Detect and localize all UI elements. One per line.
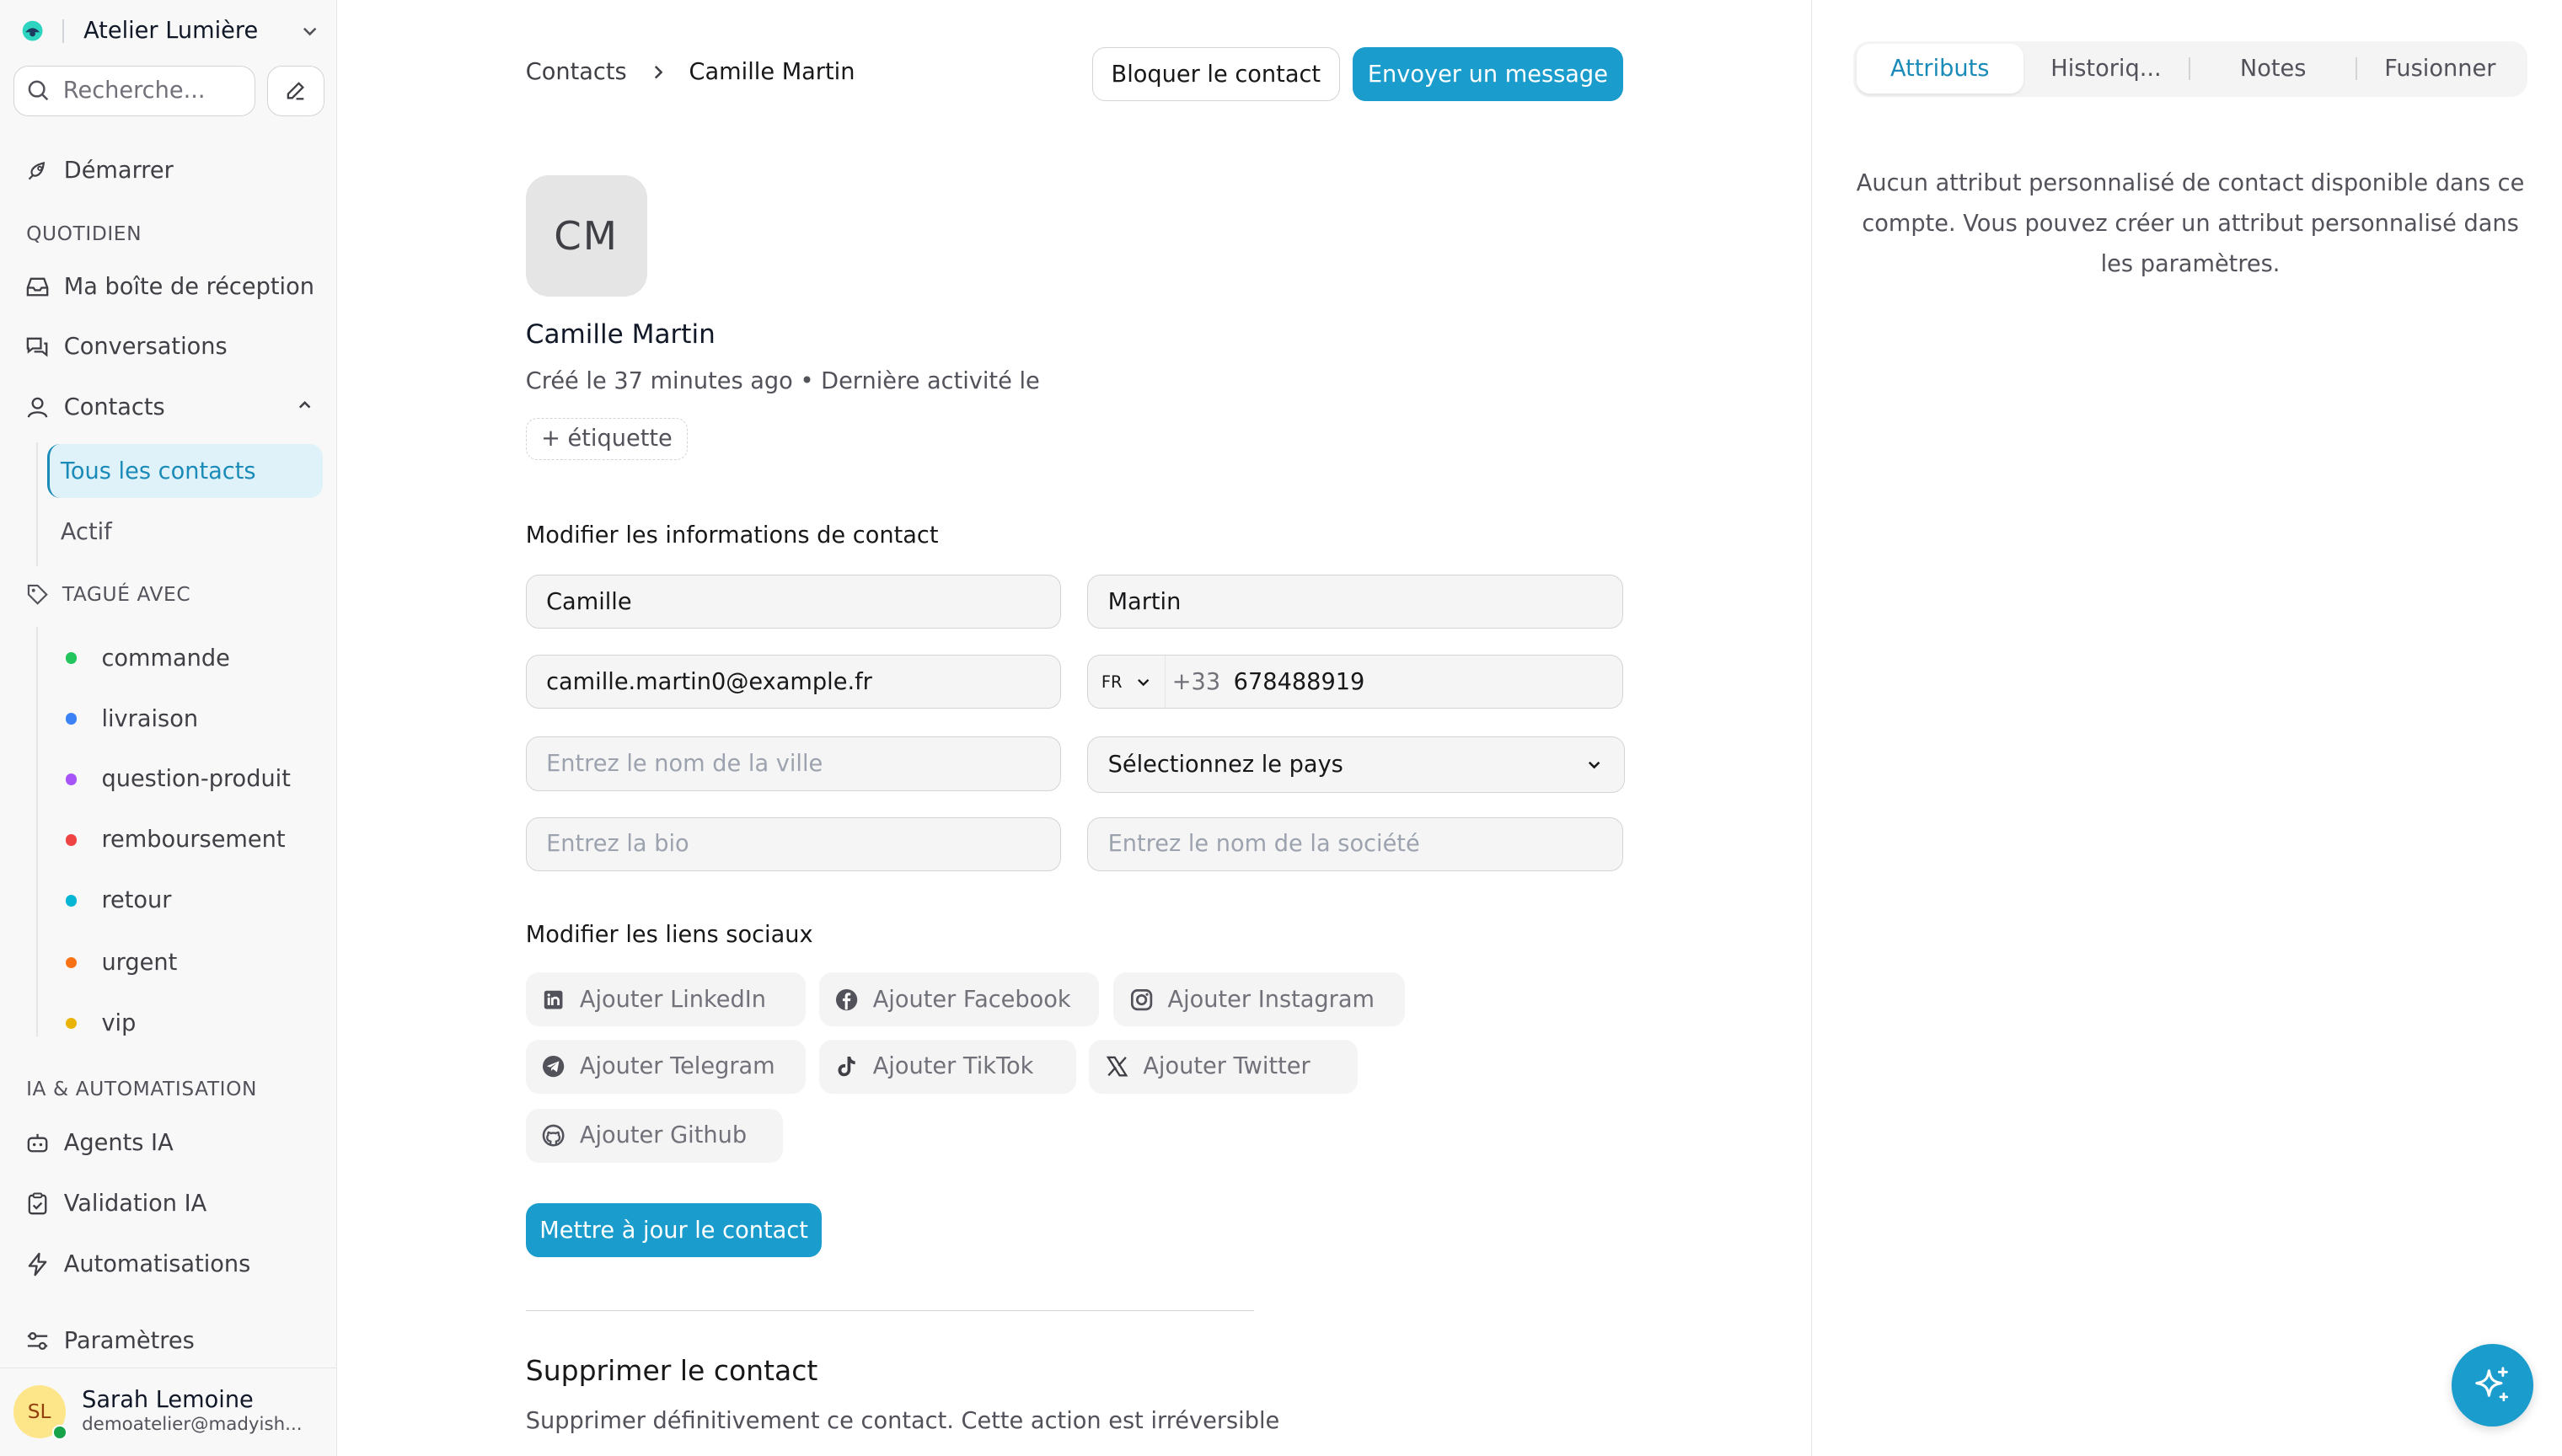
nav-all-contacts[interactable]: Tous les contacts bbox=[60, 458, 256, 485]
nav-contacts[interactable] bbox=[23, 389, 314, 426]
block-contact-button[interactable]: Bloquer le contact bbox=[1092, 47, 1339, 101]
ai-assistant-button[interactable] bbox=[2452, 1344, 2533, 1426]
search-icon bbox=[27, 79, 50, 102]
nav-ai-validation-label: Validation IA bbox=[63, 1190, 207, 1217]
tag-label: commande bbox=[101, 645, 230, 672]
first-name-field[interactable]: Camille bbox=[526, 575, 1061, 629]
tag-label: vip bbox=[101, 1009, 137, 1036]
github-icon bbox=[542, 1124, 565, 1147]
tag-item-livraison[interactable] bbox=[66, 701, 198, 737]
add-tag-button[interactable]: + étiquette bbox=[526, 418, 688, 461]
breadcrumb bbox=[526, 59, 855, 85]
right-panel bbox=[1811, 0, 2561, 1456]
contact-avatar: CM bbox=[526, 175, 647, 297]
tag-dot bbox=[66, 1018, 78, 1030]
tiktok-icon bbox=[835, 1055, 858, 1078]
tag-item-retour[interactable] bbox=[66, 882, 172, 918]
last-name-field[interactable]: Martin bbox=[1087, 575, 1622, 629]
add-instagram-label: Ajouter Instagram bbox=[1167, 986, 1375, 1013]
nav-settings[interactable] bbox=[23, 1323, 195, 1359]
contact-meta: Créé le 37 minutes ago • Dernière activité le bbox=[525, 368, 1040, 395]
nav-ai-validation[interactable] bbox=[23, 1186, 206, 1222]
add-twitter-button[interactable] bbox=[1089, 1040, 1358, 1094]
tag-dot bbox=[66, 834, 78, 846]
avatar bbox=[13, 1385, 66, 1437]
section-tagged-label: TAGUÉ AVEC bbox=[62, 582, 191, 606]
tag-label: remboursement bbox=[101, 827, 286, 854]
instagram-icon bbox=[1130, 988, 1153, 1011]
edit-info-title: Modifier les informations de contact bbox=[525, 522, 939, 549]
chevron-down-icon bbox=[298, 19, 321, 42]
country-select[interactable] bbox=[1087, 736, 1624, 792]
add-twitter-label: Ajouter Twitter bbox=[1143, 1053, 1310, 1080]
chevron-right-icon bbox=[650, 64, 666, 80]
tag-icon bbox=[26, 583, 49, 606]
bio-field[interactable]: Entrez la bio bbox=[526, 817, 1061, 871]
tag-dot bbox=[66, 652, 78, 664]
delete-contact-description: Supprimer définitivement ce contact. Cette action est irréversible bbox=[525, 1408, 1280, 1435]
facebook-icon bbox=[835, 988, 858, 1011]
nav-conversations-label: Conversations bbox=[63, 334, 228, 361]
nav-conversations[interactable] bbox=[23, 329, 227, 366]
linkedin-icon bbox=[542, 988, 565, 1011]
tag-item-urgent[interactable] bbox=[66, 945, 178, 981]
workspace-switcher[interactable] bbox=[19, 13, 321, 50]
email-field[interactable]: camille.martin0@example.fr bbox=[526, 655, 1061, 709]
breadcrumb-current: Camille Martin bbox=[689, 58, 855, 85]
tag-item-commande[interactable] bbox=[66, 640, 230, 677]
tag-item-remboursement[interactable] bbox=[66, 822, 286, 858]
bot-icon bbox=[23, 1128, 52, 1158]
add-linkedin-button[interactable] bbox=[526, 972, 806, 1026]
tag-item-question-produit[interactable] bbox=[66, 762, 291, 798]
phone-number: 678488919 bbox=[1233, 668, 1365, 695]
nav-contacts-label: Contacts bbox=[63, 394, 165, 421]
pencil-icon bbox=[284, 79, 307, 102]
breadcrumb-contacts[interactable]: Contacts bbox=[525, 58, 627, 85]
add-facebook-button[interactable] bbox=[819, 972, 1099, 1026]
main-content bbox=[337, 0, 1811, 1456]
tab-notes[interactable]: Notes bbox=[2239, 56, 2307, 83]
tag-label: livraison bbox=[101, 705, 199, 732]
rocket-icon bbox=[23, 156, 52, 185]
attributes-empty-message: Aucun attribut personnalisé de contact disponible dans ce compte. Vous pouvez créer un attribut personnalisé dans les paramètres. bbox=[1856, 170, 2525, 277]
nav-start[interactable] bbox=[23, 153, 174, 189]
add-telegram-label: Ajouter Telegram bbox=[579, 1053, 775, 1080]
tab-history[interactable]: Historiq... bbox=[2050, 56, 2162, 83]
tag-dot bbox=[66, 713, 78, 725]
nav-active-contacts[interactable]: Actif bbox=[60, 519, 112, 546]
update-contact-button[interactable]: Mettre à jour le contact bbox=[526, 1203, 823, 1257]
nav-automations[interactable] bbox=[23, 1246, 250, 1282]
workspace-logo-icon bbox=[19, 18, 46, 44]
sidebar bbox=[0, 0, 337, 1456]
phone-dial-code: +33 bbox=[1171, 668, 1221, 695]
nav-inbox-label: Ma boîte de réception bbox=[63, 273, 314, 300]
sparkles-icon bbox=[2471, 1364, 2514, 1407]
section-daily: QUOTIDIEN bbox=[26, 222, 142, 246]
tab-attributes[interactable]: Attributs bbox=[1857, 44, 2023, 93]
tag-label: urgent bbox=[101, 950, 178, 977]
compose-button[interactable] bbox=[267, 66, 324, 116]
chevron-up-icon bbox=[295, 394, 314, 420]
city-field[interactable]: Entrez le nom de la ville bbox=[526, 736, 1061, 790]
user-icon bbox=[23, 393, 52, 422]
chevron-down-icon bbox=[1584, 755, 1604, 774]
add-github-label: Ajouter Github bbox=[579, 1122, 748, 1149]
company-field[interactable]: Entrez le nom de la société bbox=[1087, 817, 1622, 871]
user-name: Sarah Lemoine bbox=[82, 1387, 254, 1414]
contact-name: Camille Martin bbox=[525, 318, 716, 350]
clipboard-check-icon bbox=[23, 1189, 52, 1218]
section-tagged bbox=[26, 583, 190, 606]
edit-social-title: Modifier les liens sociaux bbox=[525, 922, 813, 949]
workspace-separator bbox=[62, 19, 64, 42]
add-tiktok-label: Ajouter TikTok bbox=[872, 1053, 1034, 1080]
workspace-name: Atelier Lumière bbox=[83, 18, 259, 45]
online-status-dot bbox=[52, 1425, 67, 1439]
user-email: demoatelier@madyish... bbox=[82, 1414, 303, 1436]
nav-inbox[interactable] bbox=[23, 269, 314, 305]
add-telegram-button[interactable] bbox=[526, 1040, 806, 1094]
nav-settings-label: Paramètres bbox=[63, 1327, 195, 1354]
tag-item-vip[interactable] bbox=[66, 1005, 137, 1041]
add-linkedin-label: Ajouter LinkedIn bbox=[579, 986, 767, 1013]
tag-dot bbox=[66, 774, 78, 785]
tags-subtree-line bbox=[36, 627, 38, 1036]
tab-merge[interactable]: Fusionner bbox=[2384, 56, 2496, 83]
nav-ai-agents[interactable] bbox=[23, 1125, 173, 1161]
avatar-initials: SL bbox=[27, 1400, 51, 1424]
section-ai: IA & AUTOMATISATION bbox=[26, 1077, 258, 1100]
nav-ai-agents-label: Agents IA bbox=[63, 1129, 174, 1156]
user-profile[interactable] bbox=[0, 1368, 337, 1456]
tag-dot bbox=[66, 895, 78, 907]
right-panel-tabs bbox=[1853, 41, 2528, 97]
nav-start-label: Démarrer bbox=[63, 157, 174, 184]
country-select-label: Sélectionnez le pays bbox=[1107, 751, 1343, 778]
search-input[interactable] bbox=[63, 78, 244, 104]
tag-label: retour bbox=[101, 887, 172, 914]
telegram-icon bbox=[542, 1055, 565, 1078]
phone-country-code: FR bbox=[1101, 672, 1123, 692]
search-box[interactable] bbox=[13, 66, 256, 116]
tag-dot bbox=[66, 957, 78, 969]
section-divider bbox=[526, 1310, 1255, 1312]
chat-icon bbox=[23, 332, 52, 361]
add-github-button[interactable] bbox=[526, 1109, 783, 1163]
chevron-down-icon bbox=[1135, 674, 1151, 690]
phone-field[interactable] bbox=[1087, 655, 1622, 709]
add-tiktok-button[interactable] bbox=[819, 1040, 1076, 1094]
settings-sliders-icon bbox=[23, 1326, 52, 1356]
nav-automations-label: Automatisations bbox=[63, 1250, 251, 1277]
inbox-icon bbox=[23, 272, 52, 302]
x-twitter-icon bbox=[1106, 1055, 1128, 1078]
tag-label: question-produit bbox=[101, 766, 291, 793]
lightning-icon bbox=[23, 1250, 52, 1279]
add-instagram-button[interactable] bbox=[1113, 972, 1405, 1026]
send-message-button[interactable]: Envoyer un message bbox=[1353, 47, 1623, 101]
phone-country-select[interactable] bbox=[1101, 656, 1166, 708]
contacts-subtree-line bbox=[36, 442, 38, 567]
delete-contact-title: Supprimer le contact bbox=[525, 1354, 818, 1388]
add-facebook-label: Ajouter Facebook bbox=[872, 986, 1071, 1013]
